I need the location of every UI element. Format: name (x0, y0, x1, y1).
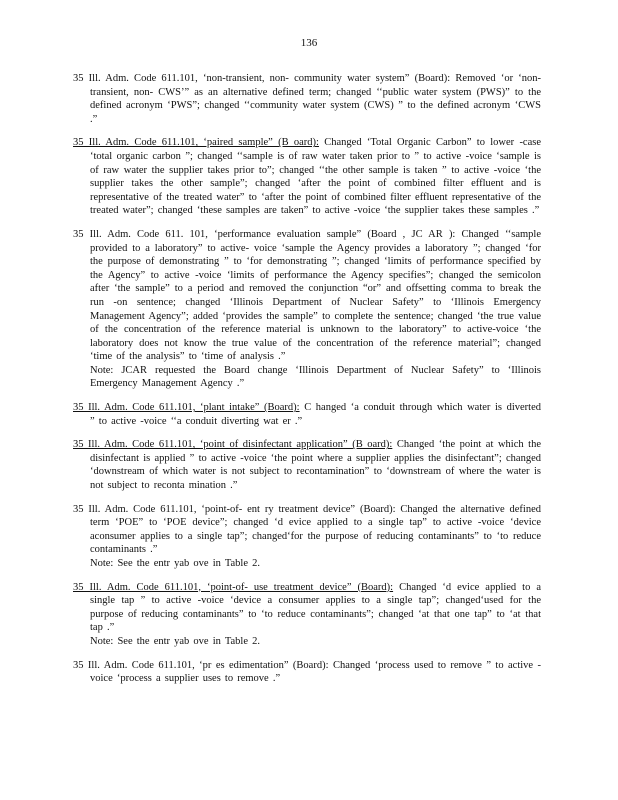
amendment-entry (73, 136, 541, 218)
entry-text: Changed ‘the point at which the disinfectant is applied ” to active -voice ‘the point where a supplier applies the disinfectant”; changed ‘downstream of which water is not subject to recontamination” to ‘downstream of where the water is not subject to reconta mination .” (90, 439, 541, 492)
amendment-entry (73, 659, 541, 686)
amendment-entry (73, 503, 541, 571)
entry-citation: 35 Ill. Adm. Code 611.101, ‘paired sample” (B oard): (73, 137, 319, 149)
entry-text: Removed ‘or ‘non-transient, non- CWS’” as an alternative defined term; changed ‘‘public water system (PWS)” to the defined acronym ‘PWS”; changed ‘‘community water system (CWS) ” to the defined acronym ‘CWS .” (90, 73, 542, 125)
entry-note: Note: JCAR requested the Board change ‘Illinois Department of Nuclear Safety” to ‘Illinois Emergency Management Agency .” (90, 364, 541, 390)
entry-text: C hanged ‘a conduit through which water is diverted ” to active -voice ‘‘a conduit diverting wat er .” (90, 402, 542, 427)
entry-note: Note: See the entr yab ove in Table 2. (90, 635, 260, 647)
amendment-entry (73, 401, 541, 428)
amendment-entry (73, 438, 541, 492)
amendment-entry (73, 228, 541, 391)
entry-citation: 35 Ill. Adm. Code 611.101, ‘point-of- use treatment device” (Board): (73, 581, 394, 593)
entry-note: Note: See the entr yab ove in Table 2. (90, 558, 260, 569)
entry-text: Changed ‘‘sample provided to a laboratory” to active- voice ‘sample the Agency provides a laboratory ”; changed ‘for the purpose of demonstrating ” to ‘for demonstrating ”; changed ‘limits of performance specified by the Agency” to active -voice ‘limits of performance the Agency specifies”; changed the semicolon after ‘the sample” to a period and removed the conjunction “or” and offsetting comma to break the run -on sentence; changed ‘Illinois Department of Nuclear Safety” to ‘Illinois Emergency Management Agency”; added ‘provides the sample” to complete the sentence; changed ‘the true value of the concentration of the reference material is unknown to the laboratory” to active-voice ‘the laboratory does not know the true value of the concentration of the reference material”; changed ‘time of the analysis” to ‘time of analysis .” (90, 228, 542, 363)
entry-text: Changed ‘process used to remove ” to active -voice ‘process a supplier uses to remove .” (90, 659, 541, 685)
entry-citation: 35 Ill. Adm. Code 611. 101, ‘performance evaluation sample” (Board , JC AR ): (73, 228, 456, 240)
amendment-entry (73, 72, 541, 126)
entry-citation: 35 Ill. Adm. Code 611.101, ‘pr es edimentation” (Board): (73, 659, 329, 671)
entry-text: Changed ‘Total Organic Carbon” to lower -case ‘total organic carbon ”; changed ‘‘sample is of raw water taken prior to ” to active -voice ‘sample is of raw water the supplier takes prior to”; changed ‘‘the other sample is taken ” to active -voice ‘the supplier takes the other sample”; changed ‘after the point of combined filter effluent and is representative of the treated water” to ‘after the point of combined filter effluent representative of the treated water”; changed ‘these samples are taken” to active -voice ‘the supplier takes these samples .” (90, 137, 542, 217)
entry-citation: 35 Ill. Adm. Code 611.101, ‘point-of- ent ry treatment device” (Board): (73, 503, 396, 515)
entry-citation: 35 Ill. Adm. Code 611.101, ‘plant intake” (Board): (73, 402, 300, 414)
amendment-entry (73, 581, 541, 649)
entry-text: Changed ‘d evice applied to a single tap ” to active -voice ‘device a consumer applies to a single tap”; changed‘used for the purpose of reducing contaminants” to ‘to reduce contaminants”; changed ‘at that one tap” to ‘at that tap .” (90, 581, 542, 634)
page-number: 136 (300, 37, 318, 49)
amendment-entries-list (73, 72, 541, 696)
entry-citation: 35 Ill. Adm. Code 611.101, ‘non-transient, non- community water system” (Board): (73, 73, 451, 84)
entry-citation: 35 Ill. Adm. Code 611.101, ‘point of disinfectant application” (B oard): (73, 439, 393, 451)
entry-text: Changed the alternative defined term ‘POE” to ‘POE device”; changed ‘d evice applied to a single tap” to active -voice ‘device aconsumer applies to a single tap”; changed‘for the purpose of reducing contaminants” to ‘to reduce contaminants .” (90, 503, 541, 556)
